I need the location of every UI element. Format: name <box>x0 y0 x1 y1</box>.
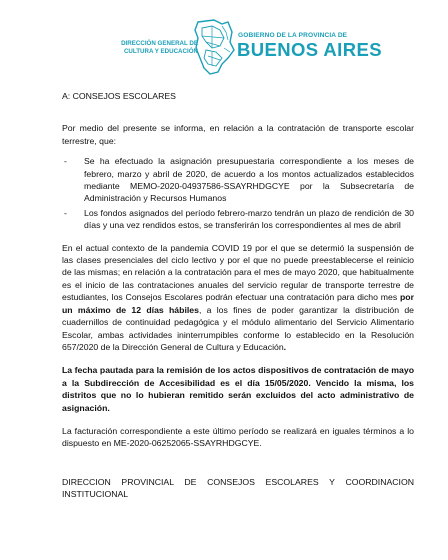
province-map-logo-icon <box>192 18 236 76</box>
context-paragraph <box>62 242 414 354</box>
list-item <box>62 155 414 205</box>
context-text: En el actual contexto de la pandemia COVID 19 por el que se determió la suspensión de las clases presenciales del ciclo lectivo y por el que no puede preestablecerse el reinicio de las mismas; en relación a la contratación para el mes de mayo 2020, que habitualmente es el inicio de las contrataciones anuales del servicio regular de transporte terrestre de estudiantes, los Consejos Escolares podrán efectuar una contratación para dicho mes <box>62 242 414 303</box>
list-item <box>62 207 414 232</box>
max-days-highlight: por un máximo de 12 días hábiles <box>62 292 414 315</box>
letterhead <box>0 18 448 78</box>
intro-paragraph: Por medio del presente se informa, en relación a la contratación de transporte escolar terrestre, que: <box>62 123 414 146</box>
deadline-paragraph: La fecha pautada para la remisión de los actos dispositivos de contratación de mayo a la Subdirección de Accesibilidad es el día 15/05/2020. Vencido la misma, los distritos que no lo hubieran remitido serán excluidos del acto administrativo de asignación. <box>62 365 414 413</box>
context-text-end: , a los fines de poder garantizar la distribución de cuadernillos de continuidad pedagógica y el módulo alimentario del Servicio Alimentario Escolar, ambas actividades ininterrumpibles conforme lo establecido en la Resolución 657/2020 de la Dirección General de Cultura y Educación <box>62 304 414 352</box>
recipient-line: A: CONSEJOS ESCOLARES <box>62 91 176 101</box>
letter-body <box>62 90 414 501</box>
signature-line: DIRECCION PROVINCIAL DE CONSEJOS ESCOLARES Y COORDINACION INSTITUCIONAL <box>62 476 414 500</box>
bullet-dash-icon: - <box>64 207 67 218</box>
billing-paragraph: La facturación correspondiente a este último período se realizará en iguales términos a lo dispuesto en ME-2020-06252065-SSAYRHDGCYE. <box>62 425 414 449</box>
province-name: BUENOS AIRES <box>237 39 382 60</box>
department-name: DIRECCIÓN GENERAL DE CULTURA Y EDUCACIÓN <box>121 40 198 55</box>
bullet-list <box>62 155 414 231</box>
bullet-dash-icon: - <box>64 156 67 167</box>
context-period: . <box>283 341 287 352</box>
government-label: GOBIERNO DE LA PROVINCIA DE <box>238 32 348 39</box>
bullet-text: Los fondos asignados del período febrero-marzo tendrán un plazo de rendición de 30 días y una vez rendidos estos, se transferirán los correspondientes al mes de abril <box>84 207 414 231</box>
bullet-text: Se ha efectuado la asignación presupuestaria correspondiente a los meses de febrero, marzo y abril de 2020, de acuerdo a los montos actualizados establecidos mediante MEMO-2020-04937586-SSAYRHDGCYE por la Subsecretaría de Administración y Recursos Humanos <box>84 156 414 204</box>
